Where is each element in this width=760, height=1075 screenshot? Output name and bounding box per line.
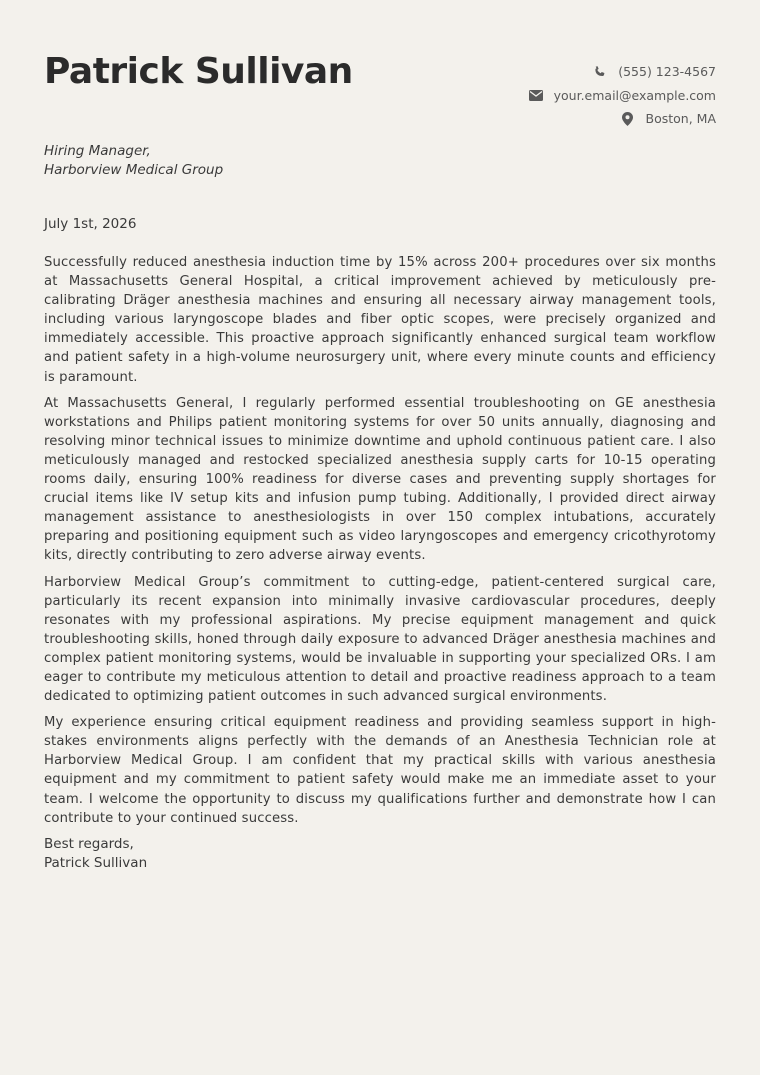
letter-body (44, 253, 716, 828)
map-marker-icon (620, 111, 636, 127)
location-text: Boston, MA (645, 111, 716, 127)
body-paragraph-3: Harborview Medical Group’s commitment to cutting-edge, patient-centered surgical care, particularly its recent expansion into minimally invasive cardiovascular procedures, deeply resonates with my professional aspirations. My precise equipment management and quick troubleshooting skills, honed through daily exposure to advanced Dräger anesthesia machines and complex patient monitoring systems, would be invaluable in supporting your specialized ORs. I am eager to contribute my meticulous attention to detail and proactive readiness approach to a team dedicated to optimizing patient outcomes in such advanced surgical environments. (44, 574, 716, 705)
email-text: your.email@example.com (553, 87, 716, 103)
body-paragraph-4: My experience ensuring critical equipment readiness and providing seamless support in high-stakes environments aligns perfectly with the demands of an Anesthesia Technician role at Harborview Medical Group. I am confident that my practical skills with various anesthesia equipment and my commitment to patient safety would make me an immediate asset to your team. I welcome the opportunity to discuss my qualifications further and demonstrate how I can contribute to your continued success. (44, 715, 716, 826)
letter-header (44, 48, 716, 132)
contact-phone (528, 60, 716, 84)
closing-salutation: Best regards, (44, 835, 134, 852)
recipient-title: Hiring Manager, (44, 143, 151, 159)
letter-closing (44, 835, 716, 873)
contact-email (528, 84, 716, 108)
envelope-icon (528, 87, 544, 103)
recipient-block (44, 142, 716, 180)
contact-location (528, 107, 716, 131)
contact-info (528, 60, 716, 131)
phone-text: (555) 123-4567 (618, 64, 716, 80)
recipient-company: Harborview Medical Group (44, 162, 224, 178)
letter-date: July 1st, 2026 (44, 216, 137, 232)
closing-signature: Patrick Sullivan (44, 854, 148, 871)
applicant-name: Patrick Sullivan (44, 51, 353, 92)
body-paragraph-1: Successfully reduced anesthesia induction time by 15% across 200+ procedures over six months at Massachusetts General Hospital, a critical improvement achieved by meticulously pre-calibrating Dräger anesthesia machines and ensuring all necessary airway management tools, including various laryngoscope blades and fiber optic scopes, were precisely organized and immediately accessible. This proactive approach significantly enhanced surgical team workflow and patient safety in a high-volume neurosurgery unit, where every minute counts and efficiency is paramount. (44, 255, 716, 385)
phone-icon (592, 64, 608, 80)
body-paragraph-2: At Massachusetts General, I regularly performed essential troubleshooting on GE anesthesia workstations and Philips patient monitoring systems for over 50 units annually, diagnosing and resolving minor technical issues to minimize downtime and uphold continuous patient care. I also meticulously managed and restocked specialized anesthesia supply carts for 10-15 operating rooms daily, ensuring 100% readiness for diverse cases and preventing supply shortages for crucial items like IV setup kits and infusion pump tubing. Additionally, I provided direct airway management assistance to anesthesiologists in over 150 complex intubations, accurately preparing and positioning equipment such as video laryngoscopes and emergency cricothyrotomy kits, directly contributing to zero adverse airway events. (44, 395, 716, 564)
